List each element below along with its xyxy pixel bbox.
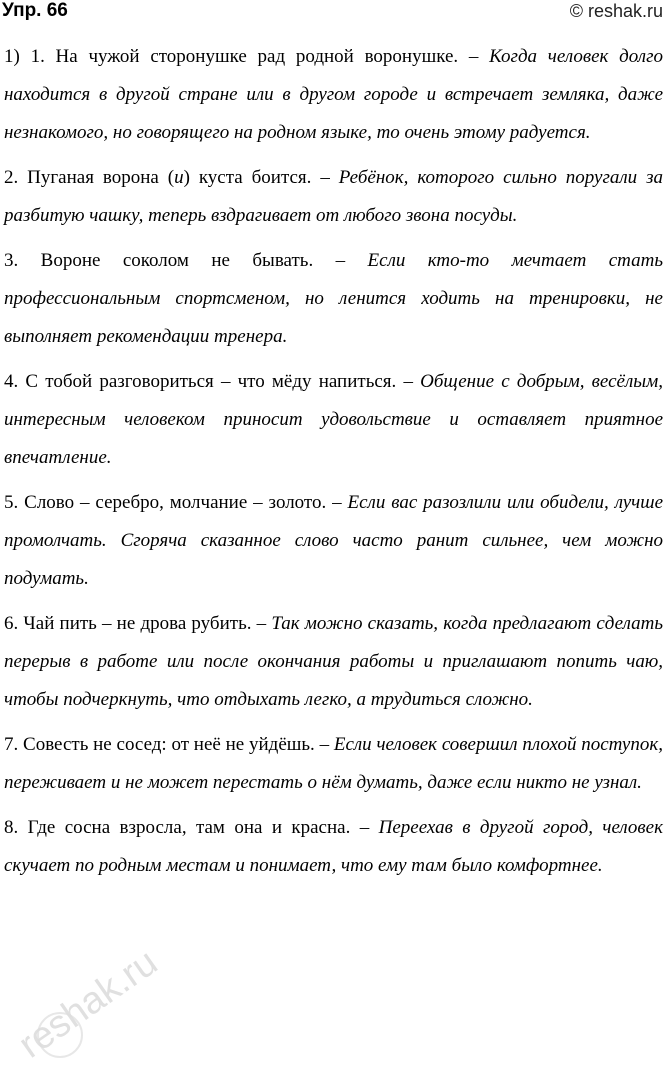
- proverb-explanation: Так можно сказать, когда предлагают сделать перерыв в работе или после окончания работы и приглашают попить чаю, чтобы подчеркнуть, что отдыхать легко, а трудиться сложно.: [4, 613, 663, 710]
- proverb-item-8: [4, 809, 663, 885]
- proverb-explanation: Ребёнок, которого сильно поругали за разбитую чашку, теперь вздрагивает от любого звона посуды.: [4, 167, 663, 226]
- watermark-logo: [0, 935, 190, 1075]
- proverb-explanation: Общение с добрым, весёлым, интересным человеком приносит удовольствие и оставляет приятное впечатление.: [4, 371, 663, 468]
- proverb-text: 5. Слово – серебро, молчание – золото. –: [4, 492, 348, 513]
- proverb-item-4: [4, 363, 663, 477]
- proverb-text: 2. Пуганая ворона (: [4, 167, 175, 188]
- exercise-title: Упр. 66: [2, 0, 68, 21]
- proverb-text: 6. Чай пить – не дрова рубить. –: [4, 613, 272, 634]
- proverb-item-5: [4, 484, 663, 598]
- proverb-text: 4. С тобой разговориться – что мёду напиться. –: [4, 371, 421, 392]
- proverb-letter: и: [174, 167, 184, 188]
- proverb-item-7: [4, 726, 663, 802]
- proverb-text-tail: ) куста боится. –: [183, 167, 339, 188]
- exercise-content: [4, 38, 663, 885]
- proverb-item-1: [4, 38, 663, 152]
- proverb-text: 7. Совесть не сосед: от неё не уйдёшь. –: [4, 734, 334, 755]
- page-header: [0, 0, 667, 30]
- proverb-item-6: [4, 605, 663, 719]
- proverb-explanation: Если кто-то мечтает стать профессиональным спортсменом, но ленится ходить на тренировки, не выполняет рекомендации тренера.: [4, 250, 663, 347]
- proverb-explanation: Если человек совершил плохой поступок, переживает и не может перестать о нём думать, даже если никто не узнал.: [4, 734, 663, 793]
- proverb-item-2: [4, 159, 663, 235]
- proverb-text: 3. Вороне соколом не бывать. –: [4, 250, 368, 271]
- proverb-text: 1) 1. На чужой сторонушке рад родной воронушке. –: [4, 46, 490, 67]
- proverb-text: 8. Где сосна взросла, там она и красна. –: [4, 817, 379, 838]
- proverb-explanation: Переехав в другой город, человек скучает по родным местам и понимает, что ему там было комфортнее.: [4, 817, 663, 876]
- site-brand: © reshak.ru: [569, 1, 663, 21]
- proverb-item-3: [4, 242, 663, 356]
- proverb-explanation: Если вас разозлили или обидели, лучше промолчать. Сгоряча сказанное слово часто ранит сильнее, чем можно подумать.: [4, 492, 663, 589]
- proverb-explanation: Когда человек долго находится в другой стране или в другом городе и встречает земляка, даже незнакомого, но говорящего на родном языке, то очень этому радуется.: [4, 46, 663, 143]
- svg-text:reshak.ru: reshak.ru: [11, 941, 166, 1067]
